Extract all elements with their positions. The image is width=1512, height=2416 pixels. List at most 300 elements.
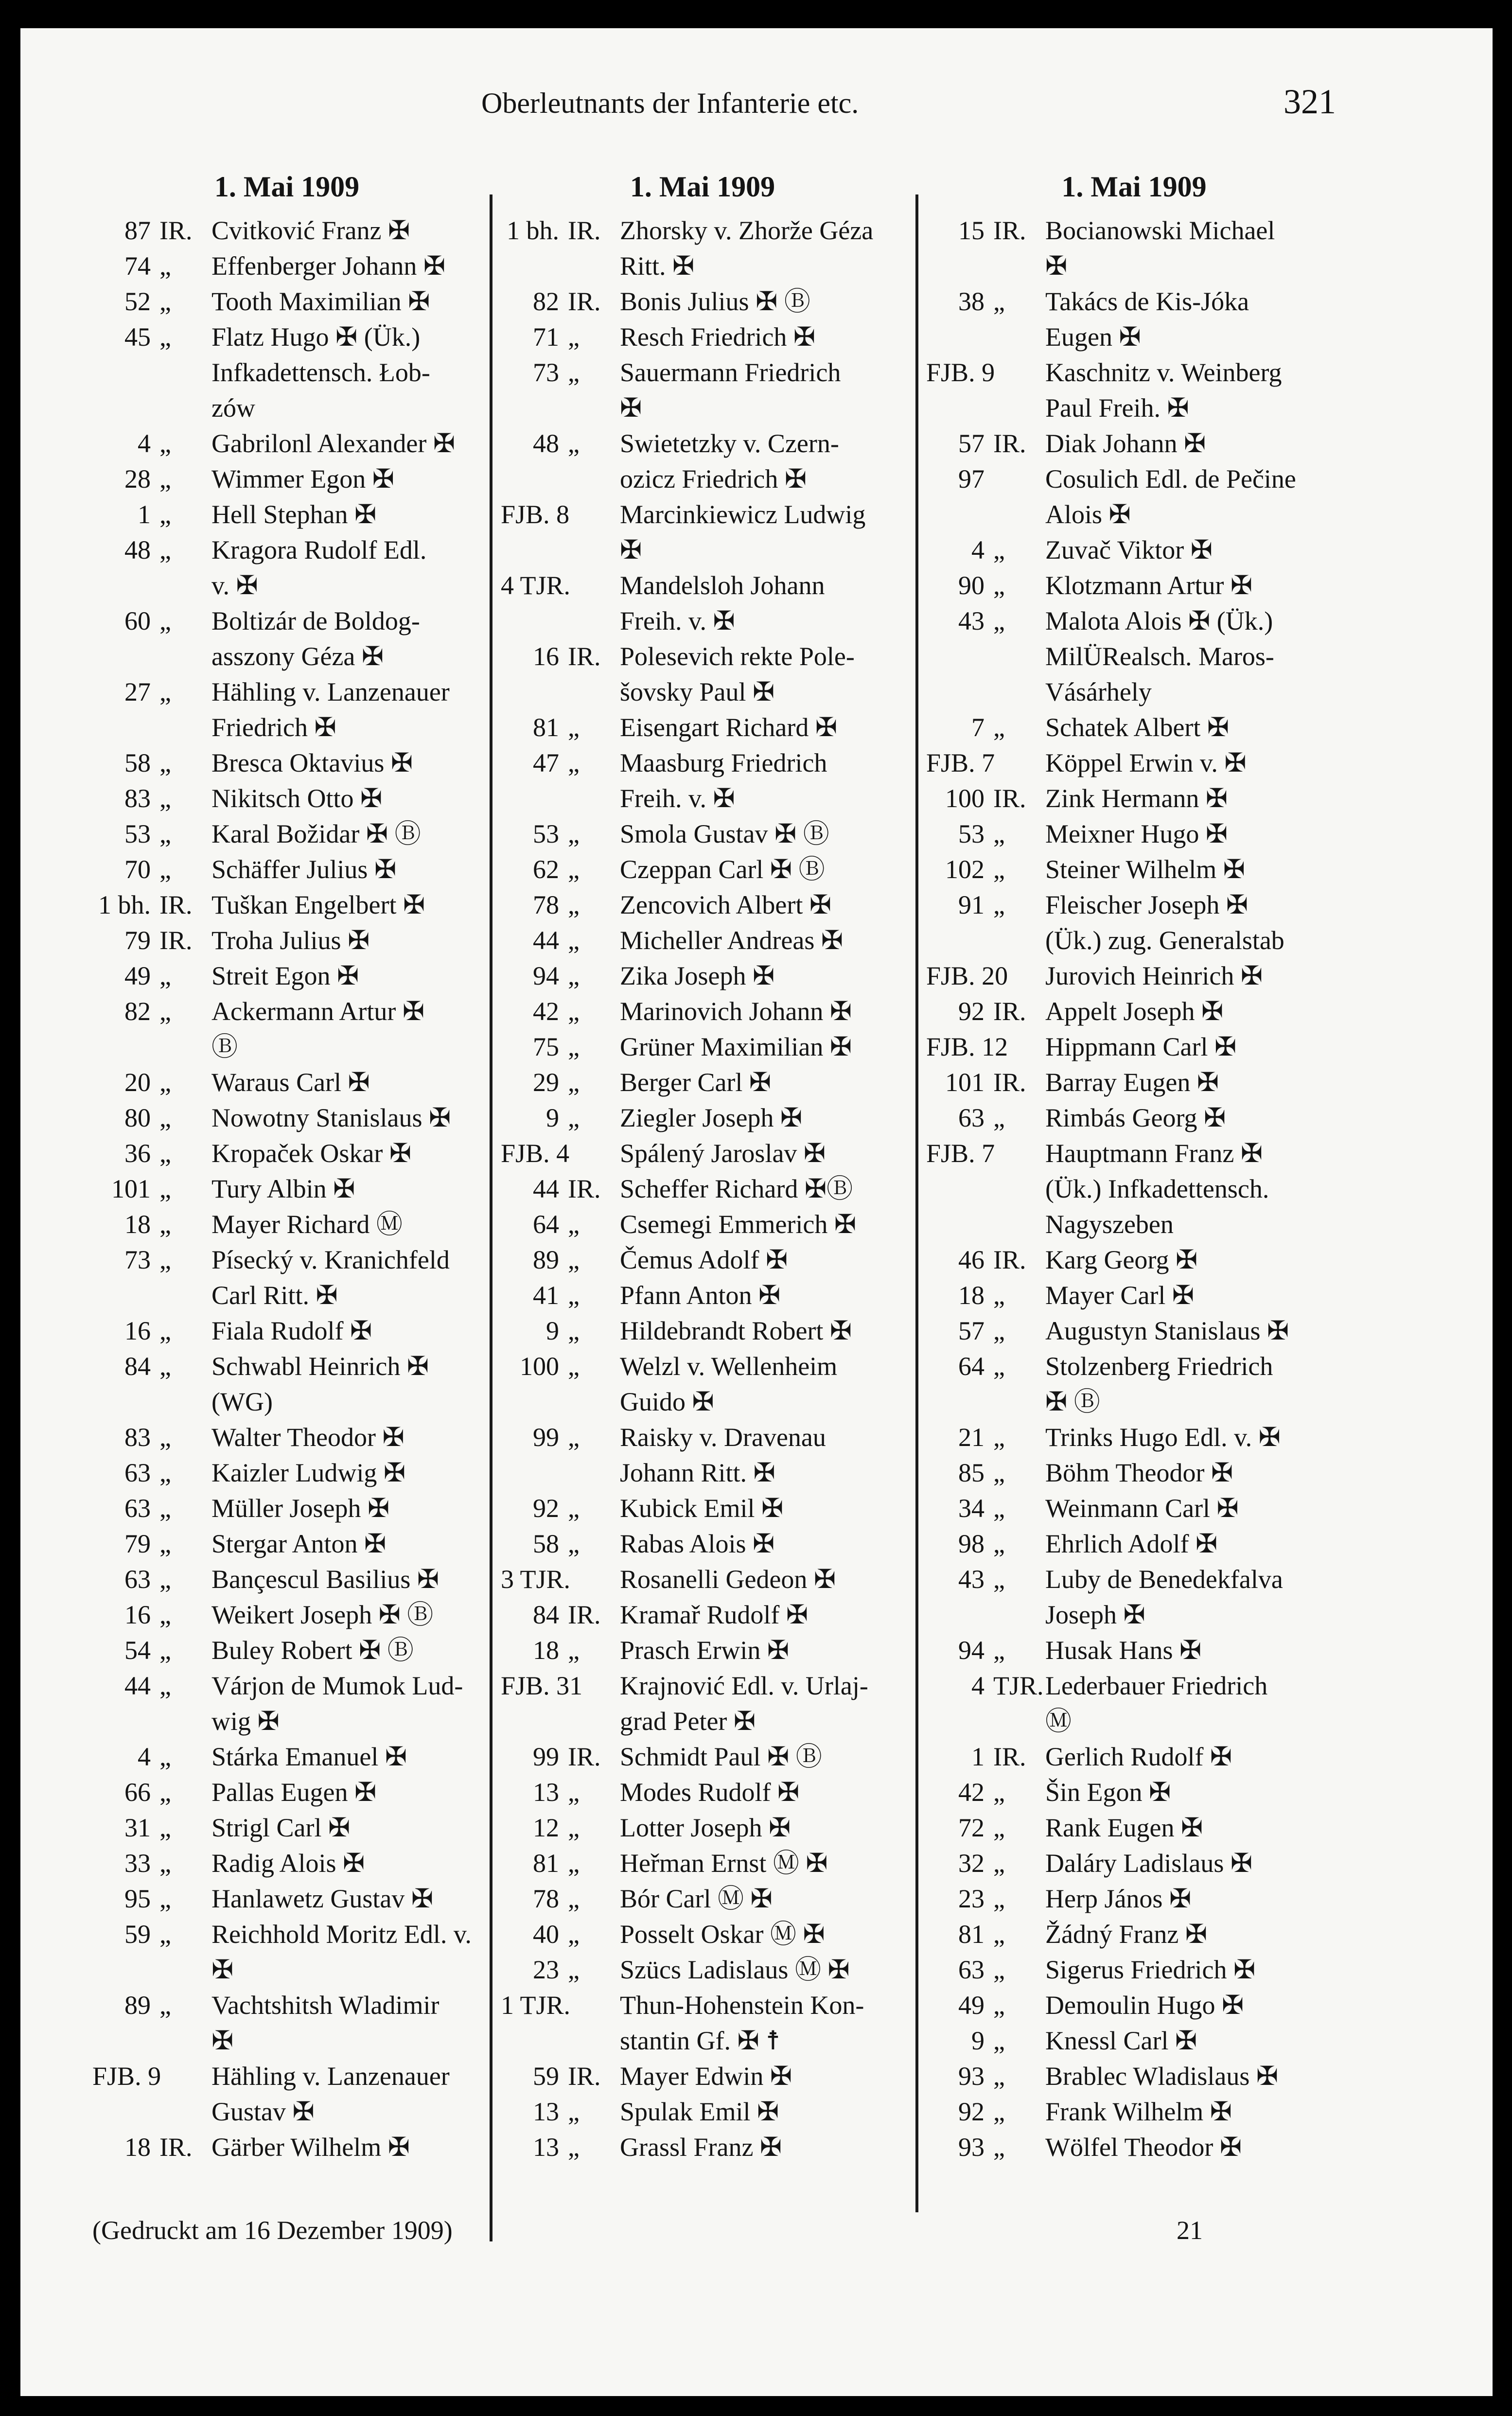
name-line: Strigl Carl ✠ bbox=[211, 1813, 351, 1842]
name-line: Alois ✠ bbox=[1045, 500, 1131, 529]
officer-name bbox=[620, 426, 904, 497]
regiment-number: 49 bbox=[124, 961, 151, 990]
unit-type: „ bbox=[568, 1423, 580, 1452]
officer-name bbox=[620, 1881, 904, 1917]
name-line: Rosanelli Gedeon ✠ bbox=[620, 1565, 836, 1594]
regiment-number: 13 bbox=[533, 2097, 559, 2126]
unit-type: „ bbox=[568, 1352, 580, 1381]
officer-name bbox=[620, 639, 904, 710]
name-line: Paul Freih. ✠ bbox=[1045, 393, 1189, 423]
officer-name bbox=[620, 1207, 904, 1242]
entry-list bbox=[92, 213, 481, 2165]
regiment-number: 13 bbox=[533, 2133, 559, 2162]
entry bbox=[926, 1029, 1342, 1065]
unit-type: „ bbox=[159, 322, 171, 352]
unit-type: IR. bbox=[568, 216, 601, 245]
unit-type: „ bbox=[159, 535, 171, 564]
unit-type: „ bbox=[993, 2097, 1005, 2126]
name-line: Písecký v. Kranichfeld bbox=[211, 1245, 450, 1274]
entry bbox=[501, 745, 904, 816]
name-line: v. ✠ bbox=[211, 571, 258, 600]
unit-type: „ bbox=[568, 1849, 580, 1878]
officer-name bbox=[620, 1100, 904, 1136]
entry bbox=[92, 1136, 481, 1171]
entry bbox=[92, 284, 481, 319]
unit-type: IR. bbox=[159, 890, 193, 919]
regiment-number: 100 bbox=[520, 1352, 559, 1381]
entry bbox=[926, 284, 1342, 355]
entry bbox=[92, 1171, 481, 1207]
unit-type: „ bbox=[993, 1352, 1005, 1381]
unit-type: „ bbox=[159, 677, 171, 706]
unit-type: „ bbox=[159, 1068, 171, 1097]
entry bbox=[92, 1988, 481, 2059]
name-line: Hähling v. Lanzenauer bbox=[211, 2062, 450, 2091]
name-line: ✠ bbox=[620, 535, 642, 564]
regiment-number: 73 bbox=[533, 358, 559, 387]
name-line: Rimbás Georg ✠ bbox=[1045, 1103, 1226, 1132]
regiment-number: 89 bbox=[124, 1991, 151, 2020]
name-line: Scheffer Richard ✠Ⓑ bbox=[620, 1174, 853, 1203]
name-line: Ⓜ bbox=[1045, 1707, 1072, 1736]
officer-name bbox=[1045, 816, 1342, 852]
unit-type: IR. bbox=[568, 1174, 601, 1203]
officer-name bbox=[1045, 1136, 1342, 1242]
unit-type: „ bbox=[159, 1742, 171, 1771]
officer-name bbox=[620, 1491, 904, 1526]
entry bbox=[501, 816, 904, 852]
regiment-number: 18 bbox=[124, 1210, 151, 1239]
entry bbox=[92, 1810, 481, 1846]
entry bbox=[92, 1420, 481, 1455]
entry bbox=[501, 1633, 904, 1668]
officer-name bbox=[1045, 1881, 1342, 1917]
unit-type: „ bbox=[159, 1920, 171, 1949]
officer-name bbox=[1045, 568, 1342, 603]
entry bbox=[501, 1810, 904, 1846]
officer-name bbox=[1045, 958, 1342, 994]
regiment-number: 28 bbox=[124, 464, 151, 494]
name-line: Mandelsloh Johann bbox=[620, 571, 825, 600]
entry bbox=[926, 1100, 1342, 1136]
unit-type: „ bbox=[993, 1920, 1005, 1949]
regiment-number: 41 bbox=[533, 1281, 559, 1310]
unit-type: TJR. bbox=[993, 1671, 1044, 1700]
unit-type: „ bbox=[159, 1423, 171, 1452]
name-line: Boltizár de Boldog- bbox=[211, 606, 420, 635]
name-line: Modes Rudolf ✠ bbox=[620, 1778, 800, 1807]
unit-type: „ bbox=[568, 1778, 580, 1807]
name-line: Várjon de Mumok Lud- bbox=[211, 1671, 463, 1700]
entry bbox=[501, 2059, 904, 2094]
entry bbox=[92, 497, 481, 532]
entry bbox=[92, 603, 481, 674]
regiment-number: 75 bbox=[533, 1032, 559, 1061]
officer-name bbox=[1045, 2059, 1342, 2094]
entry bbox=[92, 1562, 481, 1597]
regiment-number: 1 bbox=[138, 500, 151, 529]
name-line: Mayer Carl ✠ bbox=[1045, 1281, 1195, 1310]
entry bbox=[501, 1952, 904, 1988]
officer-name bbox=[211, 745, 481, 781]
officer-name bbox=[620, 1633, 904, 1668]
regiment-number: 43 bbox=[958, 606, 985, 635]
regiment-number: FJB. 31 bbox=[501, 1671, 583, 1700]
entry bbox=[926, 2023, 1342, 2059]
regiment-number: 101 bbox=[111, 1174, 151, 1203]
entry bbox=[501, 1171, 904, 1207]
entry bbox=[92, 1597, 481, 1633]
entry bbox=[92, 1455, 481, 1491]
name-line: Johann Ritt. ✠ bbox=[620, 1458, 775, 1487]
entry bbox=[92, 1065, 481, 1100]
regiment-number: 78 bbox=[533, 1884, 559, 1913]
regiment-number: 27 bbox=[124, 677, 151, 706]
unit-type: „ bbox=[159, 1991, 171, 2020]
name-line: Smola Gustav ✠ Ⓑ bbox=[620, 819, 829, 848]
name-line: Kaschnitz v. Weinberg bbox=[1045, 358, 1282, 387]
unit-type: „ bbox=[993, 1636, 1005, 1665]
name-line: Maasburg Friedrich bbox=[620, 748, 827, 777]
regiment-number: 42 bbox=[958, 1778, 985, 1807]
entry bbox=[926, 816, 1342, 852]
entry bbox=[92, 426, 481, 461]
name-line: Malota Alois ✠ (Ük.) bbox=[1045, 606, 1273, 635]
name-line: ✠ bbox=[211, 2026, 234, 2055]
regiment-number: 72 bbox=[958, 1813, 985, 1842]
unit-type: „ bbox=[159, 997, 171, 1026]
name-line: Klotzmann Artur ✠ bbox=[1045, 571, 1253, 600]
name-line: Ackermann Artur ✠ bbox=[211, 997, 425, 1026]
officer-name bbox=[1045, 745, 1342, 781]
name-line: Steiner Wilhelm ✠ bbox=[1045, 855, 1246, 884]
officer-name bbox=[1045, 1562, 1342, 1633]
name-line: wig ✠ bbox=[211, 1707, 280, 1736]
name-line: ozicz Friedrich ✠ bbox=[620, 464, 807, 494]
officer-name bbox=[620, 284, 904, 319]
entry bbox=[501, 1775, 904, 1810]
regiment-number: 78 bbox=[533, 890, 559, 919]
officer-name bbox=[620, 852, 904, 887]
name-line: Guido ✠ bbox=[620, 1387, 714, 1416]
regiment-number: 9 bbox=[546, 1316, 559, 1345]
entry bbox=[501, 284, 904, 319]
regiment-number: 71 bbox=[533, 322, 559, 352]
name-line: Nagyszeben bbox=[1045, 1210, 1174, 1239]
name-line: Bonis Julius ✠ Ⓑ bbox=[620, 287, 810, 316]
officer-name bbox=[1045, 1349, 1342, 1420]
officer-name bbox=[620, 1810, 904, 1846]
name-line: Gärber Wilhelm ✠ bbox=[211, 2133, 410, 2162]
signature-mark: 21 bbox=[1177, 2216, 1203, 2245]
regiment-number: 94 bbox=[533, 961, 559, 990]
entry bbox=[926, 568, 1342, 603]
name-line: Cvitković Franz ✠ bbox=[211, 216, 410, 245]
regiment-number: 13 bbox=[533, 1778, 559, 1807]
entry bbox=[501, 1491, 904, 1526]
name-line: zów bbox=[211, 393, 255, 423]
officer-name bbox=[620, 887, 904, 923]
regiment-number: 53 bbox=[124, 819, 151, 848]
name-line: Cosulich Edl. de Pečine bbox=[1045, 464, 1296, 494]
name-line: Fiala Rudolf ✠ bbox=[211, 1316, 372, 1345]
unit-type: „ bbox=[568, 748, 580, 777]
regiment-number: 4 bbox=[138, 429, 151, 458]
officer-name bbox=[1045, 1029, 1342, 1065]
regiment-number: 93 bbox=[958, 2062, 985, 2091]
unit-type: „ bbox=[993, 1494, 1005, 1523]
name-line: Schatek Albert ✠ bbox=[1045, 713, 1230, 742]
entry bbox=[92, 958, 481, 994]
unit-type: „ bbox=[159, 1636, 171, 1665]
entry bbox=[926, 745, 1342, 781]
name-line: Szücs Ladislaus Ⓜ ✠ bbox=[620, 1955, 850, 1984]
unit-type: „ bbox=[993, 535, 1005, 564]
regiment-number: 79 bbox=[124, 926, 151, 955]
officer-name bbox=[211, 1881, 481, 1917]
officer-name bbox=[620, 1313, 904, 1349]
entry bbox=[926, 781, 1342, 816]
regiment-number: 34 bbox=[958, 1494, 985, 1523]
entry bbox=[501, 1029, 904, 1065]
column-divider-2 bbox=[915, 194, 918, 2212]
name-line: Appelt Joseph ✠ bbox=[1045, 997, 1224, 1026]
unit-type: „ bbox=[993, 819, 1005, 848]
regiment-number: 1 bh. bbox=[98, 890, 151, 919]
name-line: Nikitsch Otto ✠ bbox=[211, 784, 383, 813]
name-line: Walter Theodor ✠ bbox=[211, 1423, 404, 1452]
regiment-number: 60 bbox=[124, 606, 151, 635]
regiment-number: 33 bbox=[124, 1849, 151, 1878]
regiment-number: 38 bbox=[958, 287, 985, 316]
name-line: Berger Carl ✠ bbox=[620, 1068, 772, 1097]
entry bbox=[92, 1633, 481, 1668]
page-title: Oberleutnants der Infanterie etc. bbox=[481, 87, 859, 119]
entry bbox=[92, 1207, 481, 1242]
unit-type: „ bbox=[568, 1210, 580, 1239]
name-line: Buley Robert ✠ Ⓑ bbox=[211, 1636, 414, 1665]
officer-name bbox=[620, 1065, 904, 1100]
name-line: Spálený Jaroslav ✠ bbox=[620, 1139, 826, 1168]
officer-name bbox=[620, 1739, 904, 1775]
entry bbox=[92, 1242, 481, 1313]
entry bbox=[926, 2094, 1342, 2130]
name-line: Gustav ✠ bbox=[211, 2097, 315, 2126]
regiment-number: 53 bbox=[958, 819, 985, 848]
unit-type: „ bbox=[568, 819, 580, 848]
unit-type: „ bbox=[159, 1778, 171, 1807]
officer-name bbox=[211, 319, 481, 426]
officer-name bbox=[211, 248, 481, 284]
name-line: Šin Egon ✠ bbox=[1045, 1778, 1171, 1807]
officer-name bbox=[1045, 1526, 1342, 1562]
column-heading: 1. Mai 1909 bbox=[630, 171, 775, 203]
entry bbox=[501, 1597, 904, 1633]
regiment-number: 64 bbox=[533, 1210, 559, 1239]
name-line: Rabas Alois ✠ bbox=[620, 1529, 775, 1558]
regiment-number: 73 bbox=[124, 1245, 151, 1274]
name-line: asszony Géza ✠ bbox=[211, 642, 384, 671]
unit-type: „ bbox=[993, 1316, 1005, 1345]
regiment-number: 91 bbox=[958, 890, 985, 919]
regiment-number: 4 bbox=[971, 535, 985, 564]
officer-name bbox=[211, 1633, 481, 1668]
regiment-number: 102 bbox=[945, 855, 985, 884]
name-line: Bançescul Basilius ✠ bbox=[211, 1565, 440, 1594]
entry bbox=[501, 568, 904, 639]
officer-name bbox=[211, 1136, 481, 1171]
regiment-number: 82 bbox=[533, 287, 559, 316]
officer-name bbox=[620, 1952, 904, 1988]
unit-type: „ bbox=[993, 2062, 1005, 2091]
regiment-number: 1 TJR. bbox=[501, 1991, 571, 2020]
name-line: Tury Albin ✠ bbox=[211, 1174, 355, 1203]
unit-type: „ bbox=[568, 1068, 580, 1097]
name-line: Ⓑ bbox=[211, 1032, 238, 1061]
entry bbox=[92, 1846, 481, 1881]
officer-name bbox=[620, 1136, 904, 1171]
entry bbox=[501, 1278, 904, 1313]
unit-type: „ bbox=[993, 1813, 1005, 1842]
unit-type: „ bbox=[993, 1103, 1005, 1132]
entry bbox=[501, 1881, 904, 1917]
name-line: Gabrilonl Alexander ✠ bbox=[211, 429, 456, 458]
name-line: Weikert Joseph ✠ Ⓑ bbox=[211, 1600, 434, 1629]
regiment-number: 62 bbox=[533, 855, 559, 884]
name-line: Lotter Joseph ✠ bbox=[620, 1813, 791, 1842]
name-line: Wölfel Theodor ✠ bbox=[1045, 2133, 1242, 2162]
entry bbox=[501, 1562, 904, 1597]
unit-type: „ bbox=[159, 1671, 171, 1700]
name-line: Vachtshitsh Wladimir bbox=[211, 1991, 440, 2020]
name-line: Eugen ✠ bbox=[1045, 322, 1141, 352]
entry bbox=[92, 461, 481, 497]
name-line: Wimmer Egon ✠ bbox=[211, 464, 394, 494]
entry bbox=[926, 994, 1342, 1029]
officer-name bbox=[211, 1846, 481, 1881]
name-line: Carl Ritt. ✠ bbox=[211, 1281, 338, 1310]
entry bbox=[926, 355, 1342, 426]
name-line: Tuškan Engelbert ✠ bbox=[211, 890, 425, 919]
entry bbox=[926, 1242, 1342, 1278]
name-line: stantin Gf. ✠ ☨ bbox=[620, 2026, 780, 2055]
officer-name bbox=[211, 497, 481, 532]
name-line: Flatz Hugo ✠ (Ük.) bbox=[211, 322, 421, 352]
unit-type: „ bbox=[568, 322, 580, 352]
officer-name bbox=[620, 1988, 904, 2059]
regiment-number: 18 bbox=[124, 2133, 151, 2162]
entry bbox=[501, 1846, 904, 1881]
unit-type: „ bbox=[568, 2097, 580, 2126]
unit-type: IR. bbox=[159, 216, 193, 245]
officer-name bbox=[1045, 532, 1342, 568]
officer-name bbox=[211, 1988, 481, 2059]
officer-name bbox=[620, 816, 904, 852]
name-line: Posselt Oskar Ⓜ ✠ bbox=[620, 1920, 825, 1949]
officer-name bbox=[1045, 1455, 1342, 1491]
regiment-number: 63 bbox=[124, 1458, 151, 1487]
unit-type: „ bbox=[568, 2133, 580, 2162]
regiment-number: 82 bbox=[124, 997, 151, 1026]
name-line: Köppel Erwin v. ✠ bbox=[1045, 748, 1247, 777]
officer-name bbox=[620, 1597, 904, 1633]
unit-type: „ bbox=[993, 1778, 1005, 1807]
officer-name bbox=[620, 1029, 904, 1065]
name-line: Pfann Anton ✠ bbox=[620, 1281, 781, 1310]
name-line: Daláry Ladislaus ✠ bbox=[1045, 1849, 1253, 1878]
unit-type: „ bbox=[993, 1884, 1005, 1913]
unit-type: „ bbox=[159, 784, 171, 813]
regiment-number: 16 bbox=[124, 1600, 151, 1629]
name-line: Freih. v. ✠ bbox=[620, 606, 735, 635]
name-line: Grassl Franz ✠ bbox=[620, 2133, 782, 2162]
name-line: Gerlich Rudolf ✠ bbox=[1045, 1742, 1232, 1771]
regiment-number: 92 bbox=[958, 2097, 985, 2126]
regiment-number: 87 bbox=[124, 216, 151, 245]
regiment-number: 57 bbox=[958, 429, 985, 458]
entry bbox=[501, 1065, 904, 1100]
unit-type: „ bbox=[159, 1813, 171, 1842]
unit-type: „ bbox=[568, 997, 580, 1026]
unit-type: „ bbox=[568, 1032, 580, 1061]
unit-type: „ bbox=[159, 1565, 171, 1594]
entry bbox=[926, 1349, 1342, 1420]
name-line: Zhorsky v. Zhorže Géza bbox=[620, 216, 874, 245]
officer-name bbox=[211, 1100, 481, 1136]
unit-type: IR. bbox=[993, 997, 1026, 1026]
name-line: ✠ Ⓑ bbox=[1045, 1387, 1100, 1416]
unit-type: „ bbox=[159, 961, 171, 990]
name-line: Herp János ✠ bbox=[1045, 1884, 1192, 1913]
entry bbox=[92, 1100, 481, 1136]
name-line: Waraus Carl ✠ bbox=[211, 1068, 370, 1097]
unit-type: „ bbox=[993, 571, 1005, 600]
entry bbox=[501, 1739, 904, 1775]
officer-name bbox=[620, 1668, 904, 1739]
entry bbox=[926, 1739, 1342, 1775]
regiment-number: 63 bbox=[958, 1955, 985, 1984]
unit-type: „ bbox=[568, 890, 580, 919]
name-line: Krajnović Edl. v. Urlaj- bbox=[620, 1671, 868, 1700]
name-line: Trinks Hugo Edl. v. ✠ bbox=[1045, 1423, 1281, 1452]
regiment-number: 12 bbox=[533, 1813, 559, 1842]
regiment-number: 66 bbox=[124, 1778, 151, 1807]
name-line: Ziegler Joseph ✠ bbox=[620, 1103, 803, 1132]
entry bbox=[501, 958, 904, 994]
entry bbox=[92, 1491, 481, 1526]
regiment-number: 81 bbox=[533, 1849, 559, 1878]
name-line: Demoulin Hugo ✠ bbox=[1045, 1991, 1244, 2020]
regiment-number: FJB. 20 bbox=[926, 961, 1008, 990]
unit-type: „ bbox=[159, 1529, 171, 1558]
officer-name bbox=[211, 1242, 481, 1313]
name-line: Bór Carl Ⓜ ✠ bbox=[620, 1884, 773, 1913]
regiment-number: 47 bbox=[533, 748, 559, 777]
officer-name bbox=[620, 1278, 904, 1313]
unit-type: „ bbox=[993, 2026, 1005, 2055]
entry bbox=[501, 426, 904, 497]
name-line: Infkadettensch. Łob- bbox=[211, 358, 430, 387]
name-line: Zuvač Viktor ✠ bbox=[1045, 535, 1213, 564]
entry bbox=[92, 213, 481, 248]
officer-name bbox=[211, 461, 481, 497]
officer-name bbox=[211, 1597, 481, 1633]
unit-type: „ bbox=[993, 2133, 1005, 2162]
name-line: Čemus Adolf ✠ bbox=[620, 1245, 788, 1274]
unit-type: IR. bbox=[568, 642, 601, 671]
entry bbox=[92, 1739, 481, 1775]
name-line: Sigerus Friedrich ✠ bbox=[1045, 1955, 1256, 1984]
